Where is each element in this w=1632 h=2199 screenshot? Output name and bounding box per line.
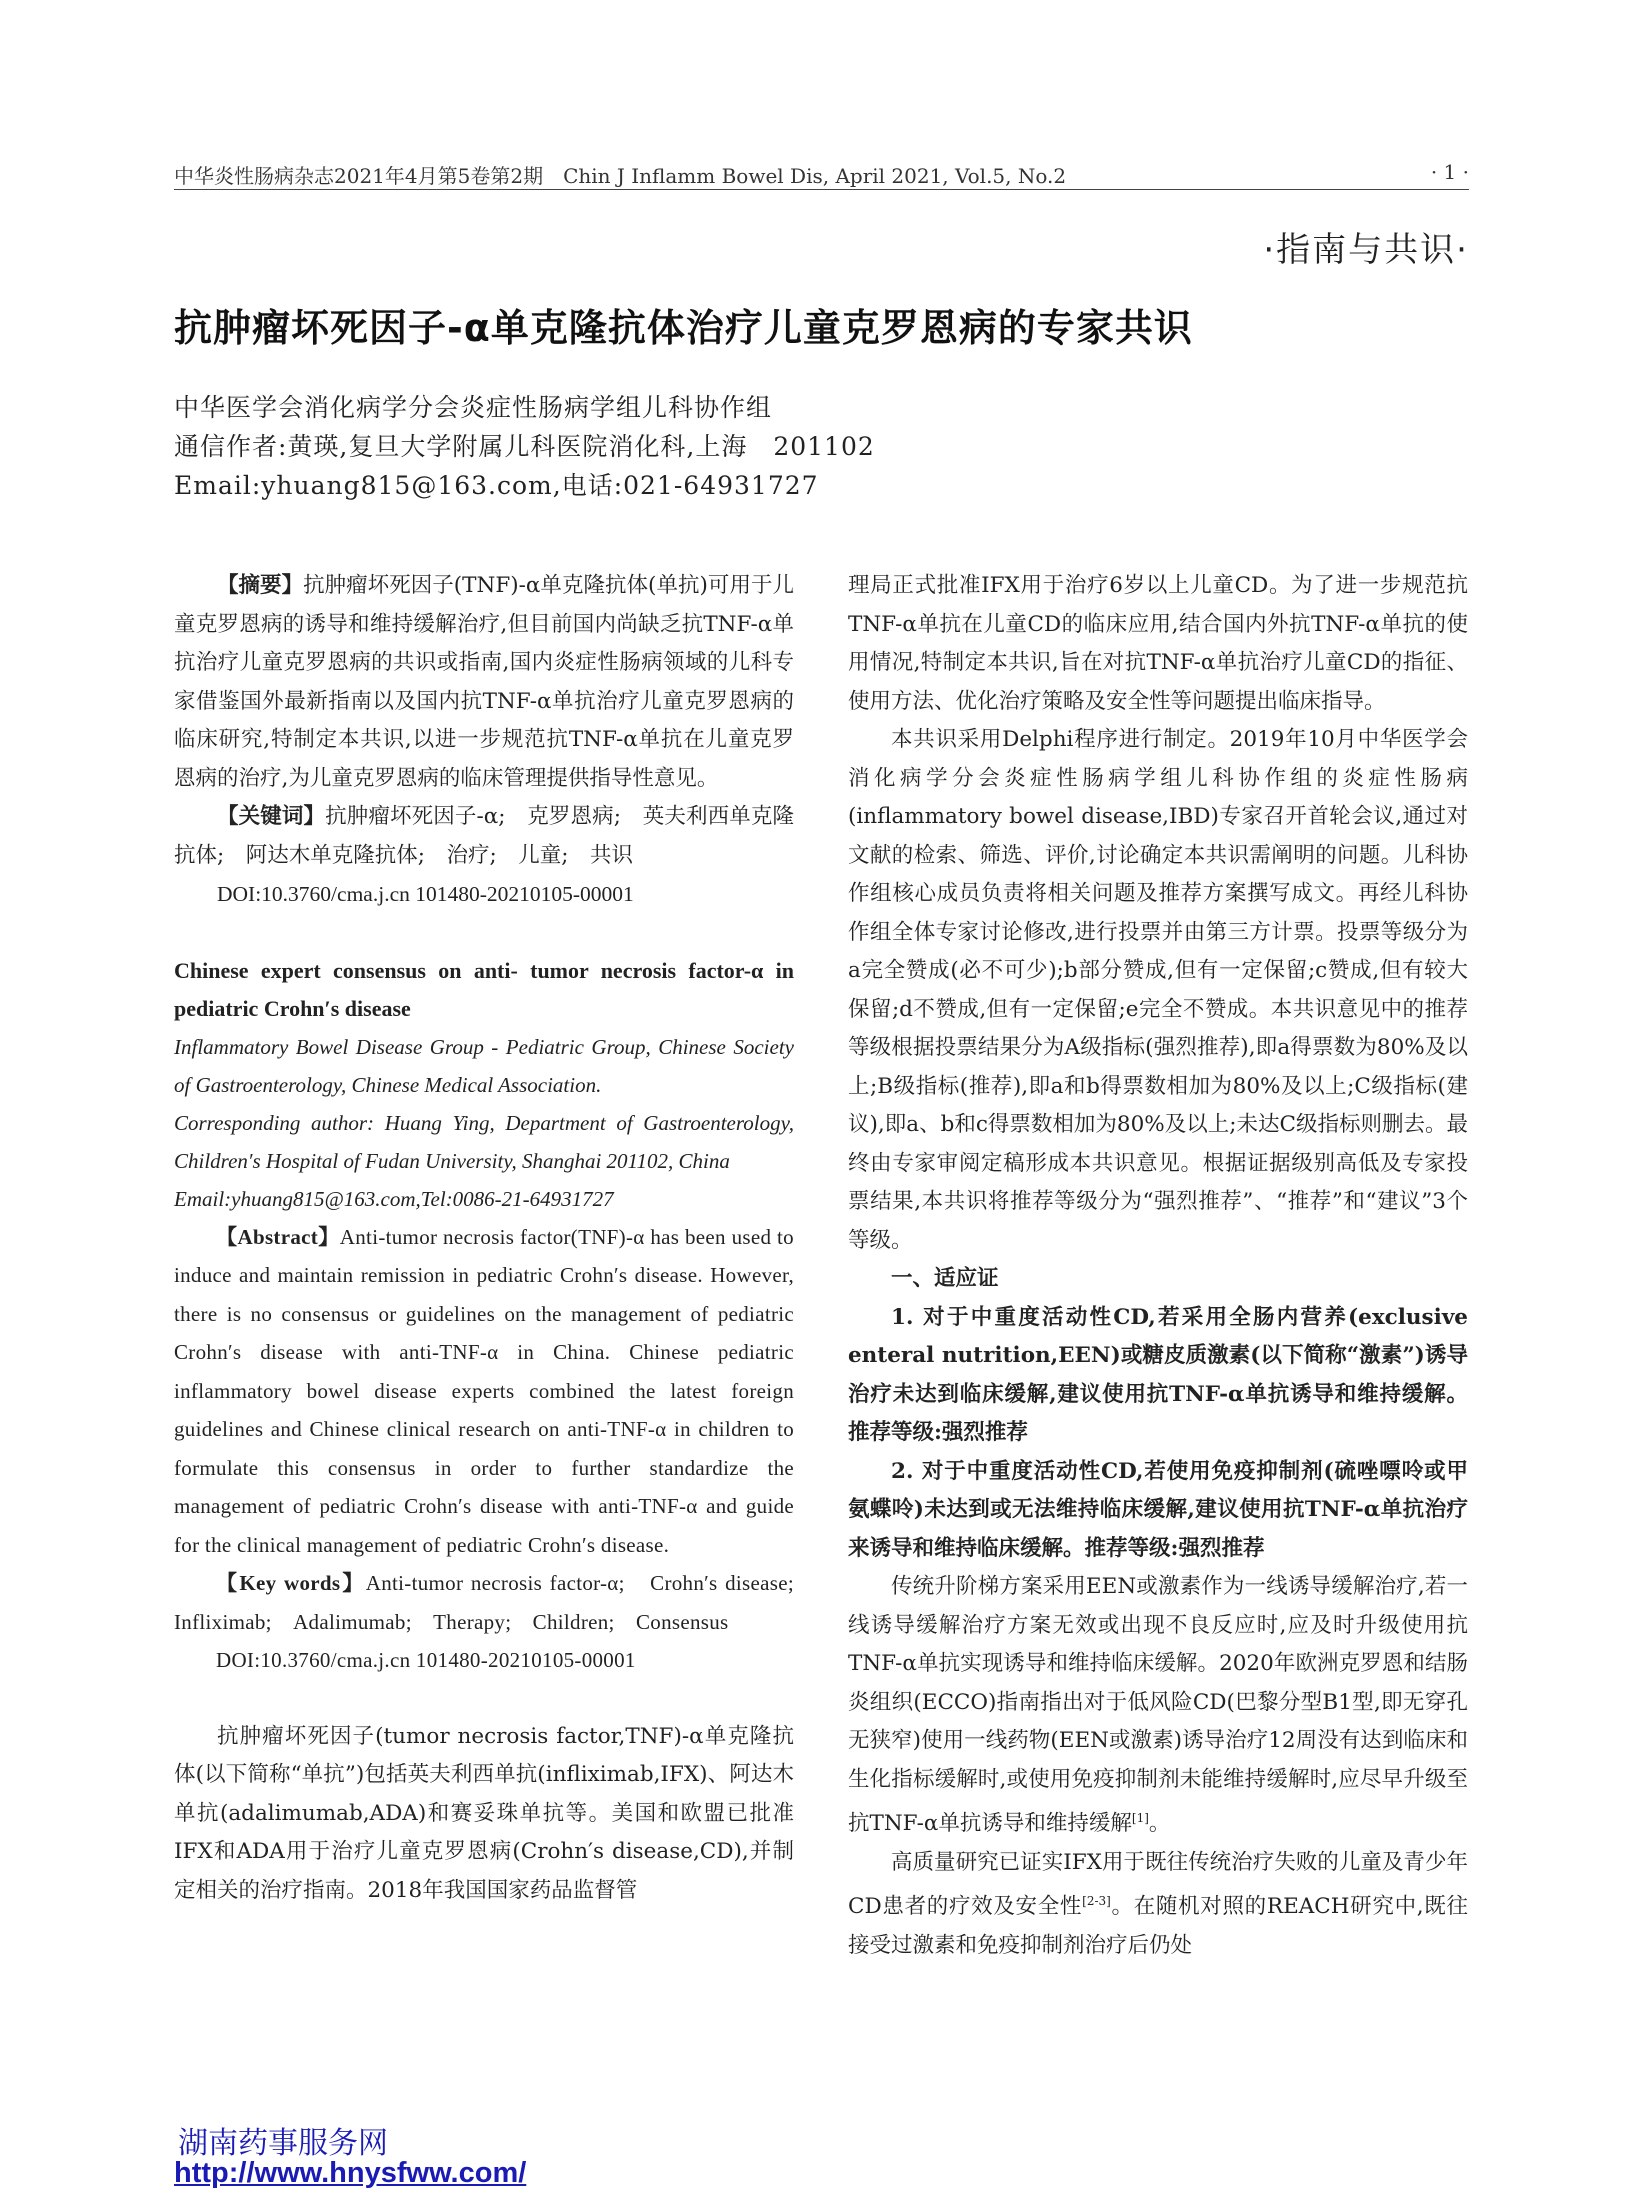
abstract-cn <box>174 567 794 798</box>
author-group: 中华医学会消化病学分会炎症性肠病学组儿科协作组 <box>174 393 773 422</box>
keywords-cn-text: 抗肿瘤坏死因子-α; 克罗恩病; 英夫利西单克隆抗体; 阿达木单克隆抗体; 治疗; 儿童; 共识 <box>174 804 794 868</box>
journal-citation: 中华炎性肠病杂志2021年4月第5卷第2期 Chin J Inflamm Bowel Dis, April 2021, Vol.5, No.2 <box>174 164 1067 188</box>
body-paragraph-2: 本共识采用Delphi程序进行制定。2019年10月中华医学会消化病学分会炎症性肠病学组儿科协作组的炎症性肠病(inflammatory bowel disease,IBD)专家召开首轮会议,通过对文献的检索、筛选、评价,讨论确定本共识需阐明的问题。儿科协作组核心成员负责将相关问题及推荐方案撰写成文。再经儿科协作组全体专家讨论修改,进行投票并由第三方计票。投票等级分为a完全赞成(必不可少);b部分赞成,但有一定保留;c赞成,但有较大保留;d不赞成,但有一定保留;e完全不赞成。本共识意见中的推荐等级根据投票结果分为A级指标(强烈推荐),即a得票数为80%及以上;B级指标(推荐),即a和b得票数相加为80%及以上;C级指标(建议),即a、b和c得票数相加为80%及以上;未达C级指标则删去。最终由专家审阅定稿形成本共识意见。根据证据级别高低及专家投票结果,本共识将推荐等级分为“强烈推荐”、“推荐”和“建议”3个等级。 <box>848 727 1468 1253</box>
header-rule <box>174 189 1469 190</box>
body-paragraph-3-end: 。 <box>1148 1811 1171 1837</box>
english-doi: DOI:10.3760/cma.j.cn 101480-20210105-00001 <box>216 1648 636 1672</box>
footer-url-link[interactable]: http://www.hnysfww.com/ <box>174 2157 527 2189</box>
doi-cn: DOI:10.3760/cma.j.cn 101480-20210105-00001 <box>217 882 634 906</box>
english-title: Chinese expert consensus on anti- tumor necrosis factor-α in pediatric Crohn′s disease <box>174 957 794 1021</box>
corresponding-author: 通信作者:黄瑛,复旦大学附属儿科医院消化科,上海 201102 <box>174 432 875 461</box>
english-keywords-text: Anti-tumor necrosis factor-α; Crohn′s disease; Infliximab; Adalimumab; Therapy; Children; Consensus <box>174 1571 816 1634</box>
keywords-cn <box>174 798 794 875</box>
english-email: Email:yhuang815@163.com,Tel:0086-21-64931727 <box>174 1186 614 1211</box>
english-keywords <box>174 1564 816 1641</box>
intro-paragraph: 抗肿瘤坏死因子(tumor necrosis factor,TNF)-α单克隆抗体(以下简称“单抗”)包括英夫利西单抗(infliximab,IFX)、阿达木单抗(adalimumab,ADA)和赛妥珠单抗等。美国和欧盟已批准IFX和ADA用于治疗儿童克罗恩病(Crohn′s disease,CD),并制定相关的治疗指南。2018年我国国家药品监督管 <box>174 1723 794 1903</box>
left-column <box>174 567 816 1910</box>
english-corresponding: Corresponding author: Huang Ying, Department of Gastroenterology, Children′s Hospital of Fudan University, Shanghai 201102, China <box>174 1110 794 1173</box>
page-number: · 1 · <box>1430 160 1469 184</box>
abstract-cn-text: 抗肿瘤坏死因子(TNF)-α单克隆抗体(单抗)可用于儿童克罗恩病的诱导和维持缓解治疗,但目前国内尚缺乏抗TNF-α单抗治疗儿童克罗恩病的共识或指南,国内炎症性肠病领域的儿科专家借鉴国外最新指南以及国内抗TNF-α单抗治疗儿童克罗恩病的临床研究,特制定本共识,以进一步规范抗TNF-α单抗在儿童克罗恩病的治疗,为儿童克罗恩病的临床管理提供指导性意见。 <box>174 573 794 791</box>
english-group: Inflammatory Bowel Disease Group - Pediatric Group, Chinese Society of Gastroenterology, Chinese Medical Association. <box>174 1034 794 1097</box>
recommendation-2: 2. 对于中重度活动性CD,若使用免疫抑制剂(硫唑嘌呤或甲氨蝶呤)未达到或无法维持临床缓解,建议使用抗TNF-α单抗治疗来诱导和维持临床缓解。推荐等级:强烈推荐 <box>848 1458 1468 1561</box>
footer-site-name: 湖南药事服务网 <box>178 2126 388 2161</box>
english-abstract-text: Anti-tumor necrosis factor(TNF)-α has been used to induce and maintain remission in pediatric Crohn′s disease. However, there is no consensus or guidelines on the management of pediatric Crohn′s disease with anti-TNF-α in China. Chinese pediatric inflammatory bowel disease experts combined the latest foreign guidelines and Chinese clinical research on anti-TNF-α in children to formulate this consensus in order to further standardize the management of pediatric Crohn′s disease with anti-TNF-α and guide for the clinical management of pediatric Crohn′s disease. <box>174 1224 794 1557</box>
citation-ref-1: [1] <box>1131 1811 1149 1825</box>
english-abstract <box>174 1218 794 1565</box>
citation-ref-2-3: [2-3] <box>1082 1894 1111 1909</box>
body-paragraph-1: 理局正式批准IFX用于治疗6岁以上儿童CD。为了进一步规范抗TNF-α单抗在儿童CD的临床应用,结合国内外抗TNF-α单抗的使用情况,特制定本共识,旨在对抗TNF-α单抗治疗儿童CD的指征、使用方法、优化治疗策略及安全性等问题提出临床指导。 <box>848 573 1468 714</box>
running-header <box>174 160 1469 189</box>
recommendation-1: 1. 对于中重度活动性CD,若采用全肠内营养(exclusive enteral nutrition,EEN)或糖皮质激素(以下简称“激素”)诱导治疗未达到临床缓解,建议使用抗TNF-α单抗诱导和维持缓解。推荐等级:强烈推荐 <box>848 1304 1468 1445</box>
body-paragraph-4 <box>848 1844 1468 1966</box>
article-title: 抗肿瘤坏死因子-α单克隆抗体治疗儿童克罗恩病的专家共识 <box>174 306 1193 350</box>
contact-info: Email:yhuang815@163.com,电话:021-64931727 <box>174 471 819 500</box>
body-paragraph-4-text: 高质量研究已证实IFX用于既往传统治疗失败的儿童及青少年CD患者的疗效及安全性 <box>848 1849 1468 1920</box>
english-abstract-label: 【Abstract】 <box>216 1224 340 1249</box>
body-paragraph-4-end: 。在随机对照的REACH研究中,既往接受过激素和免疫抑制剂治疗后仍处 <box>848 1894 1468 1958</box>
abstract-cn-label: 【摘要】 <box>217 573 304 598</box>
body-paragraph-3-text: 传统升阶梯方案采用EEN或激素作为一线诱导缓解治疗,若一线诱导缓解治疗方案无效或出现不良反应时,应及时升级使用抗TNF-α单抗实现诱导和维持临床缓解。2020年欧洲克罗恩和结肠炎组织(ECCO)指南指出对于低风险CD(巴黎分型B1型,即无穿孔无狭窄)使用一线药物(EEN或激素)诱导治疗12周没有达到临床和生化指标缓解时,或使用免疫抑制剂未能维持缓解时,应尽早升级至抗TNF-α单抗诱导和维持缓解 <box>848 1574 1468 1837</box>
right-column <box>848 567 1468 1965</box>
keywords-cn-label: 【关键词】 <box>217 804 326 829</box>
section-heading-indications: 一、适应证 <box>891 1266 999 1291</box>
english-keywords-label: 【Key words】 <box>216 1571 366 1595</box>
section-tag: ·指南与共识· <box>1263 230 1469 270</box>
body-paragraph-3 <box>848 1568 1468 1844</box>
